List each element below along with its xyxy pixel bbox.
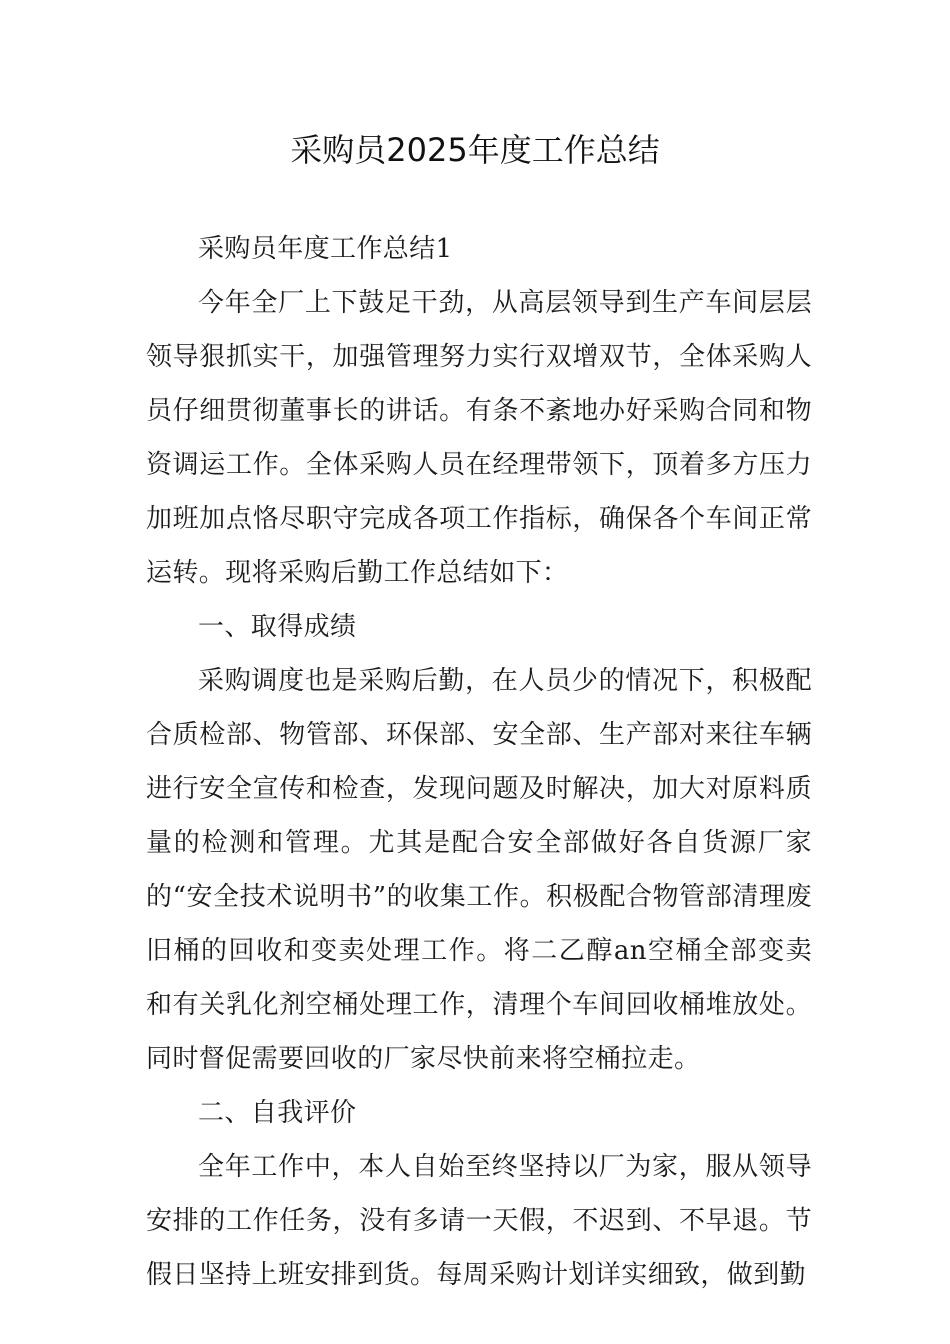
body-paragraph: 全年工作中，本人自始至终坚持以厂为家，服从领导安排的工作任务，没有多请一天假，不迟到、不早退。节假日坚持上班安排到货。每周采购计划详实细致，做到勤	[146, 1152, 812, 1290]
section-heading: 一、取得成绩	[198, 612, 357, 642]
body-paragraph: 采购调度也是采购后勤，在人员少的情况下，积极配合质检部、物管部、环保部、安全部、生产部对来往车辆进行安全宣传和检查，发现问题及时解决，加大对原料质量的检测和管理。尤其是配合安全部做好各自货源厂家的“安全技术说明书”的收集工作。积极配合物管部清理废旧桶的回收和变卖处理工作。将二乙醇an空桶全部变卖和有关乳化剂空桶处理工作，清理个车间回收桶堆放处。同时督促需要回收的厂家尽快前来将空桶拉走。	[146, 666, 812, 1074]
body-paragraph: 今年全厂上下鼓足干劲，从高层领导到生产车间层层领导狠抓实干，加强管理努力实行双增双节，全体采购人员仔细贯彻董事长的讲话。有条不紊地办好采购合同和物资调运工作。全体采购人员在经理带领下，顶着多方压力加班加点恪尽职守完成各项工作指标，确保各个车间正常运转。现将采购后勤工作总结如下：	[146, 288, 812, 588]
section-heading: 采购员年度工作总结1	[198, 234, 453, 264]
section-heading: 二、自我评价	[198, 1098, 357, 1128]
document-body	[146, 222, 812, 1302]
document-title: 采购员2025年度工作总结	[290, 131, 660, 169]
